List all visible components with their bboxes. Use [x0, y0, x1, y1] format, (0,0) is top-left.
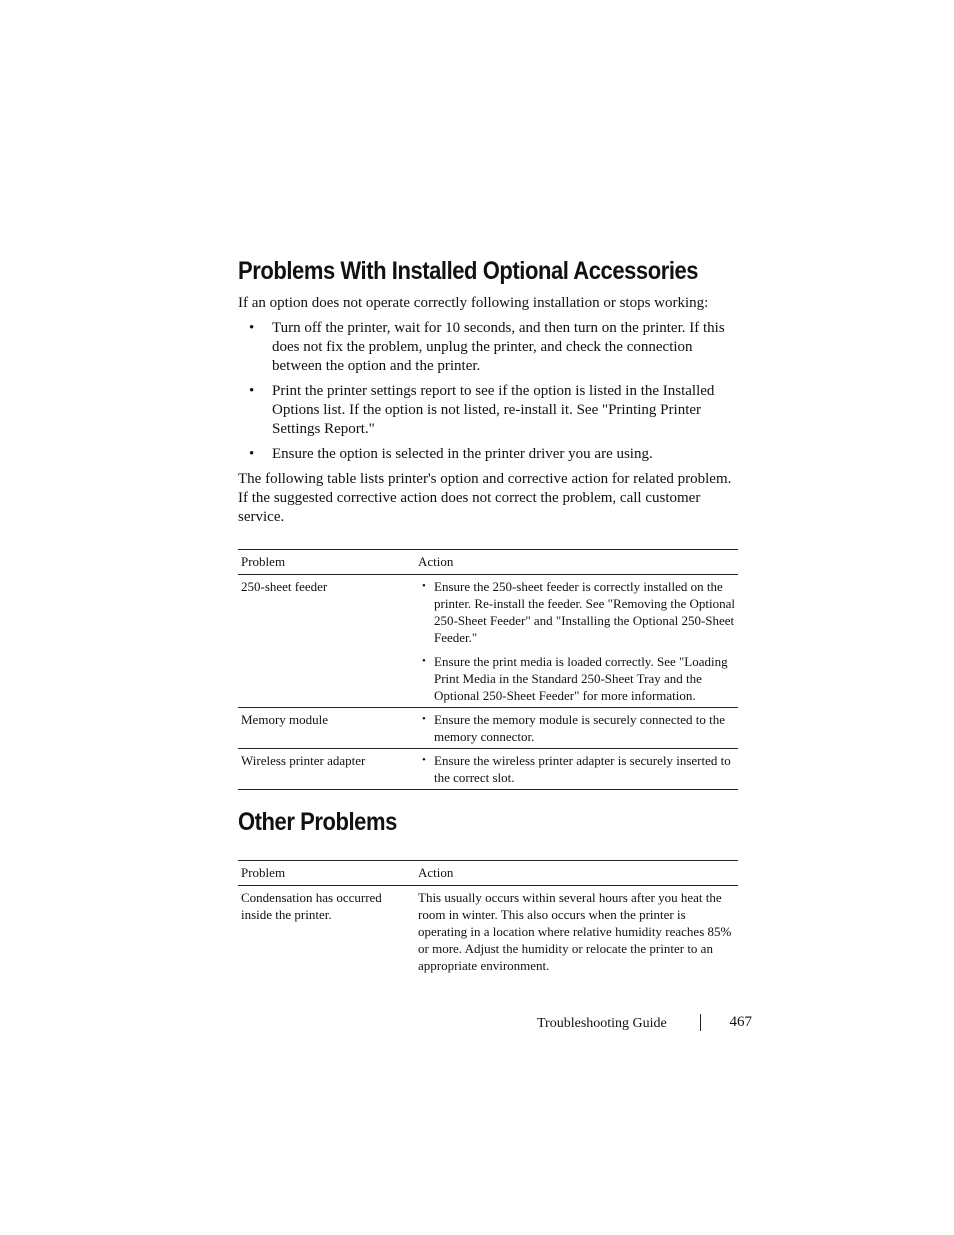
bullet-icon: • [422, 655, 426, 667]
table-row [238, 708, 738, 749]
action-text: Ensure the 250-sheet feeder is correctly installed on the printer. Re-install the feeder. See "Removing the Optional 250-Sheet Feeder" and "Installing the Optional 250-Sheet Feeder." [434, 579, 735, 645]
action-text: Ensure the wireless printer adapter is securely inserted to the correct slot. [434, 753, 731, 785]
other-problems-table [238, 860, 738, 977]
column-header-action: Action [415, 861, 738, 886]
section-heading-optional-accessories: Problems With Installed Optional Accessories [238, 257, 699, 285]
bullet-icon: • [422, 713, 426, 725]
action-cell [415, 708, 738, 749]
action-cell [415, 575, 738, 708]
column-header-problem: Problem [238, 861, 415, 886]
action-text: Ensure the print media is loaded correctly. See "Loading Print Media in the Standard 250-Sheet Tray and the Optional 250-Sheet Feeder" for more information. [434, 654, 728, 703]
action-item [418, 578, 735, 646]
footer-divider [700, 1014, 701, 1031]
problem-cell: Condensation has occurred inside the printer. [241, 890, 382, 922]
bullet-list [238, 319, 738, 464]
page-footer [537, 1014, 752, 1034]
problem-cell: Memory module [238, 708, 415, 749]
bullet-icon: • [249, 320, 255, 336]
action-item [418, 752, 735, 786]
column-header-problem: Problem [238, 550, 415, 575]
action-item [418, 711, 735, 745]
page-content [238, 255, 738, 977]
bullet-icon: • [249, 446, 255, 462]
problem-cell: Wireless printer adapter [238, 749, 415, 790]
bullet-item [238, 445, 738, 464]
table-row [238, 886, 738, 978]
bullet-text: Print the printer settings report to see if the option is listed in the Installed Options list. If the option is not listed, re-install it. See "Printing Printer Settings Report." [272, 383, 715, 437]
bullet-icon: • [422, 754, 426, 766]
page-number: 467 [729, 1014, 752, 1030]
table-row [238, 575, 738, 708]
intro-text: If an option does not operate correctly following installation or stops working: [238, 295, 709, 311]
footer-label: Troubleshooting Guide [537, 1016, 667, 1031]
column-header-action: Action [415, 550, 738, 575]
table-header-row [238, 550, 738, 575]
action-cell: This usually occurs within several hours after you heat the room in winter. This also occurs when the printer is operating in a location where relative humidity reaches 85% or more. Adjust the humidity or relocate the printer to an appropriate environment. [418, 890, 732, 973]
bullet-text: Turn off the printer, wait for 10 seconds, and then turn on the printer. If this does not fix the problem, unplug the printer, and check the connection between the option and the printer. [272, 320, 725, 374]
bullet-text: Ensure the option is selected in the printer driver you are using. [272, 446, 653, 462]
table-description: The following table lists printer's option and corrective action for related problem. If the suggested corrective action does not correct the problem, call customer service. [238, 471, 732, 525]
options-table [238, 549, 738, 790]
table-row [238, 749, 738, 790]
bullet-item [238, 319, 738, 376]
action-cell [415, 749, 738, 790]
bullet-icon: • [249, 383, 255, 399]
bullet-item [238, 382, 738, 439]
section-heading-other-problems: Other Problems [238, 808, 397, 836]
bullet-icon: • [422, 580, 426, 592]
problem-cell: 250-sheet feeder [238, 575, 415, 708]
action-text: Ensure the memory module is securely connected to the memory connector. [434, 712, 725, 744]
table-header-row [238, 861, 738, 886]
action-item [418, 653, 735, 704]
